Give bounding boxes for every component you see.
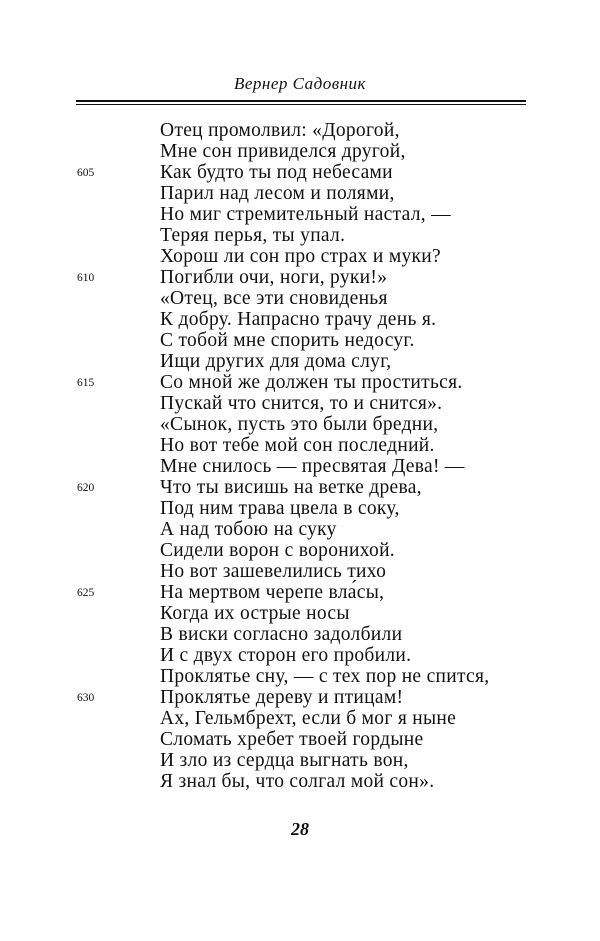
poem-line: Ах, Гельмбрехт, если б мог я ныне [160,708,457,729]
poem-line: Под ним трава цвела в соку, [160,498,400,519]
poem-line: Когда их острые носы [160,603,350,624]
poem-line: Парил над лесом и полями, [160,183,395,204]
poem-line: И с двух сторон его пробили. [160,645,412,666]
poem-line: Сидели ворон с воронихой. [160,540,395,561]
page-number: 28 [291,819,309,839]
poem-line: С тобой мне спорить недосуг. [160,330,415,351]
poem-line: Я знал бы, что солгал мой сон». [160,771,435,792]
poem-line: Со мной же должен ты проститься. [160,372,463,393]
poem-line: В виски согласно задолбили [160,624,403,645]
poem-line: Проклятье дереву и птицам! [160,687,404,708]
poem-line: Ищи других для дома слуг, [160,351,392,372]
poem-line: Проклятье сну, — с тех пор не спится, [160,666,490,687]
line-number: 620 [77,482,95,494]
poem-line: Но вот зашевелились тихо [160,561,387,582]
poem-line: И зло из сердца выгнать вон, [160,750,409,771]
poem-line: Теряя перья, ты упал. [160,225,346,246]
poem-line: Как будто ты под небесами [160,162,393,183]
line-number: 615 [77,377,95,389]
line-number: 610 [77,272,95,284]
poem-line: Мне снилось — пресвятая Дева! — [160,456,465,477]
poem-line: А над тобою на суку [160,519,337,540]
poem-line: Мне сон привиделся другой, [160,141,406,162]
poem-line: Сломать хребет твоей гордыне [160,729,424,750]
poem-line: К добру. Напрасно трачу день я. [160,309,437,330]
poem-line: На мертвом черепе вла́сы, [160,582,385,603]
line-number: 630 [77,692,95,704]
poem-line: Но вот тебе мой сон последний. [160,435,435,456]
poem-line: «Отец, все эти сновиденья [160,288,388,309]
line-number: 625 [77,587,95,599]
poem-line: Пускай что снится, то и снится». [160,393,443,414]
poem-line: «Сынок, пусть это были бредни, [160,414,439,435]
poem-line: Что ты висишь на ветке древа, [160,477,422,498]
line-number: 605 [77,167,95,179]
poem-line: Хорош ли сон про страх и муки? [160,246,441,267]
poem-line: Погибли очи, ноги, руки!» [160,267,388,288]
header-rule-thin [76,104,526,105]
poem-line: Отец промолвил: «Дорогой, [160,120,400,141]
poem-line: Но миг стремительный настал, — [160,204,451,225]
running-header-title: Вернер Садовник [234,74,366,93]
header-rule-thick [76,100,526,102]
